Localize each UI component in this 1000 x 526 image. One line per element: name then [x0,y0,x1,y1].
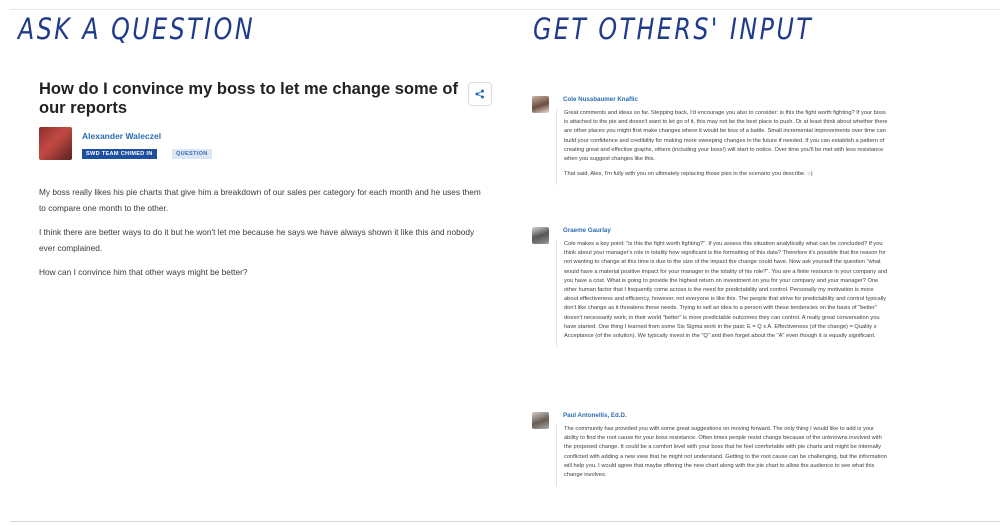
top-divider [10,9,1000,10]
get-input-header: GET OTHERS' INPUT [533,12,814,46]
reply-paragraph: The community has provided you with some great suggestions on moving forward. The only thing I would like to add is your ability to find the root cause for your boss resistance. Often times people resist change because of the unknowns involved with the proposed change. It could be a comfort level with your boss that he feel comfortable with pie charts and might be internally conflicted with adding a new view that he might not understand. Getting to the root cause can be challenging, but the information will help you. I would agree that maybe offering the new chart along with the pie chart to allow the audience to see what this change involves. [564,426,887,479]
reply-paragraph: That said, Alex, I'm fully with you on ultimately replacing those pies in the scenario you describe. ;-) [564,171,813,178]
reply-body [556,425,889,486]
ask-question-header: ASK A QUESTION [18,12,256,46]
avatar[interactable] [532,227,549,244]
reply-body [556,240,889,347]
question-paragraph: How can I convince him that other ways might be better? [39,267,248,277]
reply-paragraph: Cole makes a key point: "is this the fight worth fighting?". If you assess this situation analytically what can be concluded? If you think about your manager's role in totality how significant is the formatting of this data? Therefore it's possible that the reason for not wanting to change at this time is due to the size of the impact the change could have. Now ask yourself the question "what would have a material positive impact for your manager in the totality of his role?". You are a finite resource in your company and you have a cost. What is going to provide the highest return on investment on you for your company and your manager? One other human factor that I frequently come across is the need for predictability and control. Personally my motivation is more about effectiveness and efficiency, however, not everyone is like this. The people that strive for predictability and control typically don't like change as it threatens these needs. Trying to sell an idea to a person with these tendencies on the basis of "better" doesn't necessarily work; in their world "better" is more predictable outcomes they can control. A really great conversation you have started. One thing I learned from some Six Sigma work in the past: E = Q x A. Effectiveness (of the change) = Quality x Acceptance (of the solution). We typically invest in the "Q" and then forget about the "A" even though it is equally significant. [564,241,888,340]
avatar[interactable] [532,96,549,113]
reply-author[interactable]: Graeme Gaurlay [563,227,611,234]
author-name[interactable]: Alexander Waleczel [82,131,162,141]
team-badge: SWD TEAM CHIMED IN [82,149,157,159]
question-paragraph: My boss really likes his pie charts that give him a breakdown of our sales per category for each month and he uses them to compare one month to the other. [39,187,481,213]
question-card [39,80,499,277]
bottom-divider [10,521,1000,522]
question-paragraph: I think there are better ways to do it but he won't let me because he says we have always shown it like this and nobody ever complained. [39,227,475,253]
share-button[interactable] [468,82,492,106]
avatar[interactable] [532,412,549,429]
question-body [39,184,484,288]
share-icon [475,89,485,99]
question-badge: QUESTION [172,149,212,159]
reply-author[interactable]: Paul Antonellis, Ed.D. [563,412,627,419]
question-title: How do I convince my boss to let me change some of our reports [39,80,459,117]
reply-author[interactable]: Cole Nussbaumer Knaflic [563,96,638,103]
reply-paragraph: Great comments and ideas so far. Stepping back, I'd encourage you also to consider: is this the fight worth fighting? If your boss is attached to the pie and doesn't want to let go of it, this may not be the best place to push. Or at least think about whether there are other places you might first make changes where it would be less of a battle. Small incremental improvements over time can build your confidence and credibility for making more sweeping changes in the future if needed. If you can establish a pattern of creating great and effective graphs, others (including your boss!) will start to notice. Over time you'll be met with less resistance when you suggest changes like this. [564,110,888,163]
reply-body [556,109,889,185]
avatar[interactable] [39,127,72,160]
